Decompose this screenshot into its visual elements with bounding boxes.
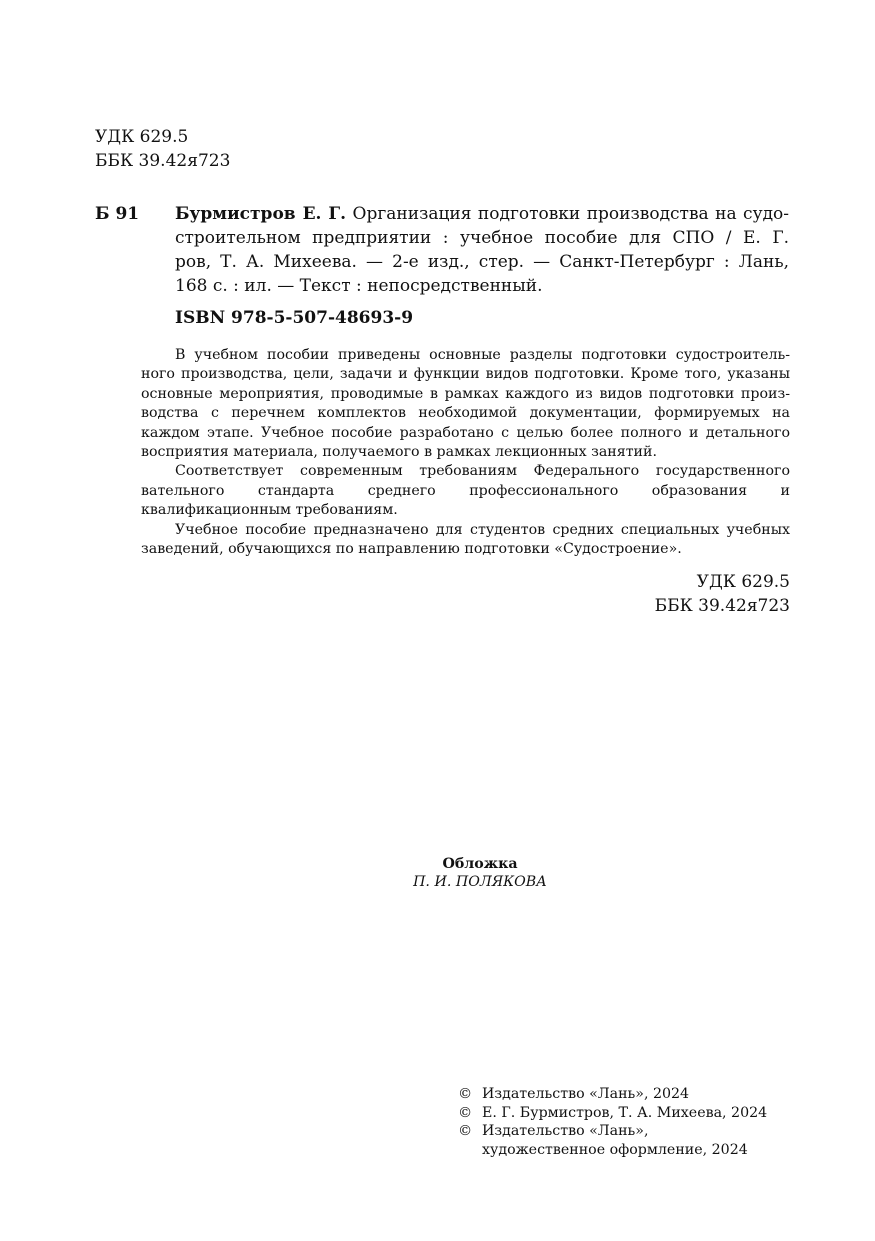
copyright-line bbox=[458, 1122, 767, 1141]
abstract-line: Соответствует современным требованиям Федерального государственного bbox=[175, 463, 790, 480]
header-classification-codes bbox=[95, 125, 230, 173]
biblio-line-2: строительном предприятии : учебное пособие для СПО / Е. Г. bbox=[175, 228, 789, 248]
copyright-icon: © bbox=[458, 1123, 473, 1140]
copyright-line bbox=[458, 1085, 767, 1104]
copyright-block bbox=[458, 1085, 767, 1159]
biblio-line-3: ров, Т. А. Михеева. — 2-е изд., стер. — Санкт-Петербург : Лань, bbox=[175, 252, 789, 272]
bibliographic-description bbox=[175, 202, 789, 298]
copyright-line bbox=[458, 1104, 767, 1123]
isbn: ISBN 978-5-507-48693-9 bbox=[175, 308, 414, 328]
cover-credit-name: П. И. ПОЛЯКОВА bbox=[413, 874, 547, 890]
author-mark: Б 91 bbox=[95, 204, 140, 224]
footer-bbk: ББК 39.42я723 bbox=[654, 596, 790, 616]
abstract-line: восприятия материала, получаемого в рамках лекционных занятий. bbox=[141, 443, 657, 460]
cover-credit bbox=[330, 855, 630, 891]
abstract-line: основные мероприятия, проводимые в рамках каждого из видов подготовки произ- bbox=[141, 385, 790, 402]
abstract bbox=[141, 346, 790, 559]
abstract-line: Учебное пособие предназначено для студентов средних специальных учебных bbox=[175, 521, 790, 538]
biblio-line-4: 168 с. : ил. — Текст : непосредственный. bbox=[175, 276, 543, 296]
abstract-line: заведений, обучающихся по направлению подготовки «Судостроение». bbox=[141, 540, 682, 557]
abstract-line: каждом этапе. Учебное пособие разработано с целью более полного и детального bbox=[141, 424, 790, 441]
abstract-line: водства с перечнем комплектов необходимой документации, формируемых на bbox=[141, 405, 790, 422]
copyright-text: Издательство «Лань», bbox=[482, 1123, 649, 1140]
abstract-line: вательного стандарта среднего профессионального образования и bbox=[141, 482, 790, 499]
abstract-line: В учебном пособии приведены основные разделы подготовки судостроитель- bbox=[175, 347, 790, 363]
abstract-line: ного производства, цели, задачи и функции видов подготовки. Кроме того, указаны bbox=[141, 366, 790, 383]
copyright-text: Издательство «Лань», 2024 bbox=[482, 1086, 690, 1102]
header-bbk: ББК 39.42я723 bbox=[95, 151, 231, 171]
biblio-line-1 bbox=[175, 202, 789, 226]
footer-classification-codes bbox=[655, 570, 790, 618]
footer-udk: УДК 629.5 bbox=[696, 572, 790, 592]
cover-credit-title: Обложка bbox=[442, 856, 518, 872]
biblio-title-start: Организация подготовки производства на судо- bbox=[352, 204, 789, 224]
biblio-author: Бурмистров Е. Г. bbox=[175, 204, 347, 224]
copyright-line-continued: художественное оформление, 2024 bbox=[482, 1141, 748, 1158]
abstract-line: квалификационным требованиям. bbox=[141, 502, 398, 519]
copyright-icon: © bbox=[458, 1104, 473, 1121]
copyright-text: Е. Г. Бурмистров, Т. А. Михеева, 2024 bbox=[482, 1104, 768, 1121]
header-udk: УДК 629.5 bbox=[95, 127, 189, 147]
copyright-icon: © bbox=[458, 1086, 473, 1102]
